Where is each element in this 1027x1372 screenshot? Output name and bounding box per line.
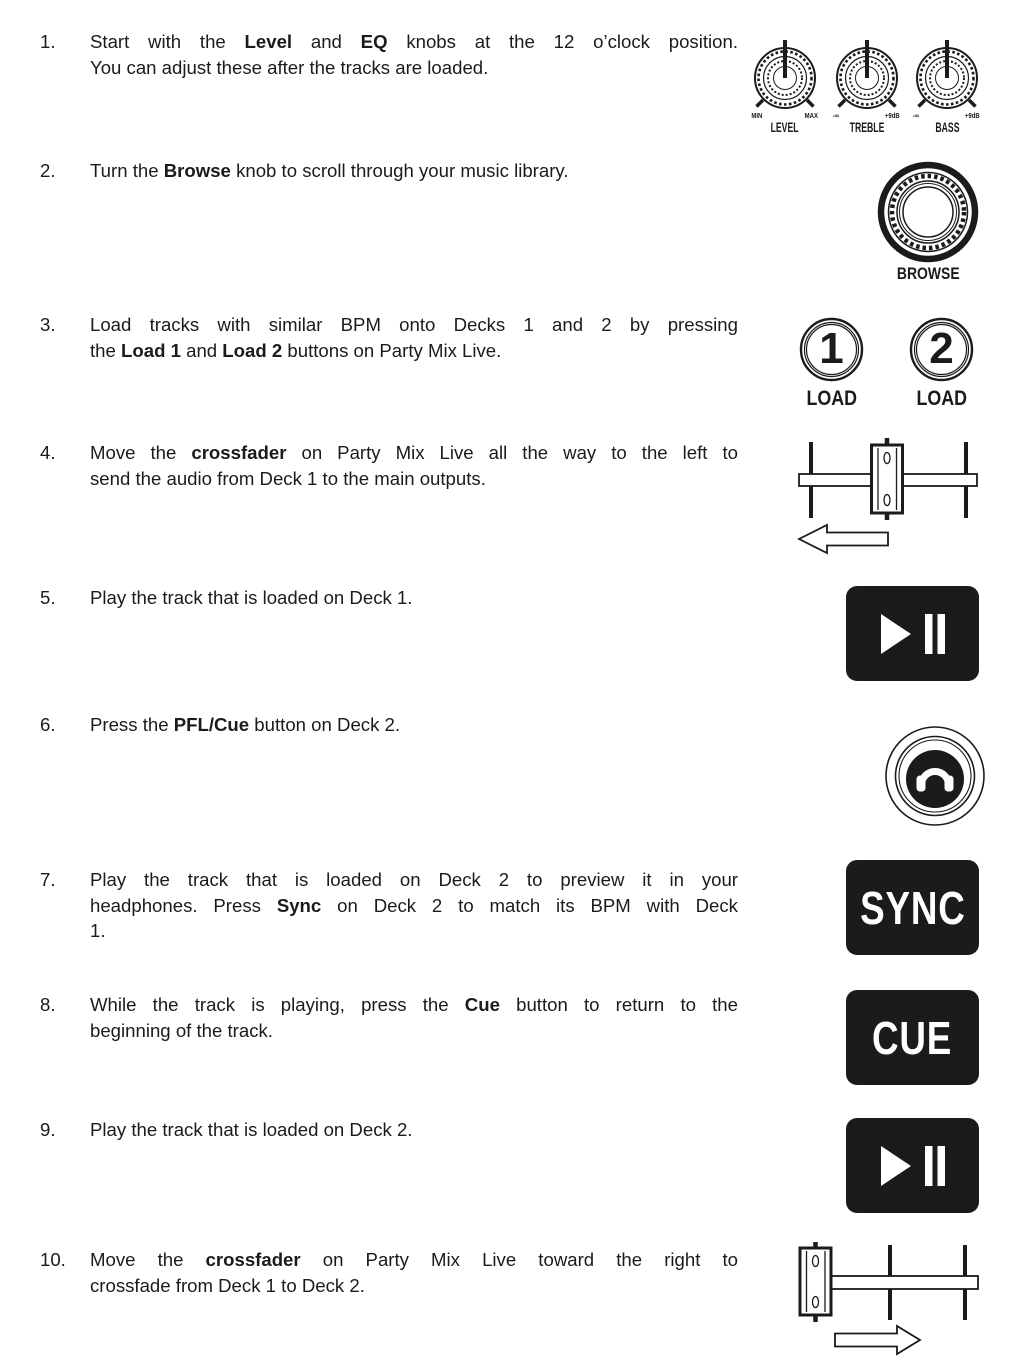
step-10	[40, 1247, 740, 1298]
step-number: 5.	[40, 587, 56, 608]
step-text-line: headphones. Press Sync on Deck 2 to match its BPM with Deck	[90, 894, 738, 916]
knob-icon	[907, 28, 987, 124]
play-pause-icon	[881, 614, 945, 654]
crossfader-left-illustration	[790, 436, 990, 558]
step-number: 8.	[40, 994, 56, 1015]
step-text-line: Play the track that is loaded on Deck 2.	[90, 1119, 413, 1140]
bass-knob-icon	[907, 28, 987, 164]
step-number: 7.	[40, 869, 56, 890]
knob-label: BASS	[934, 119, 960, 135]
cue-button	[846, 990, 979, 1085]
cue-label: CUE	[872, 1011, 953, 1064]
step-text-line: the Load 1 and Load 2 buttons on Party Mix Live.	[90, 339, 502, 361]
step-text-line: Press the PFL/Cue button on Deck 2.	[90, 714, 401, 735]
step-text-line: Move the crossfader on Party Mix Live toward the right to	[90, 1249, 738, 1270]
step-text-line: Turn the Browse knob to scroll through your music library.	[90, 160, 569, 181]
step-text-line: send the audio from Deck 1 to the main outputs.	[90, 467, 486, 489]
step-8	[40, 992, 740, 1043]
load-label: LOAD	[806, 387, 857, 410]
step-number: 10.	[40, 1249, 66, 1270]
load-1-button-icon	[799, 317, 864, 410]
step-text-line: Load tracks with similar BPM onto Decks 1 and 2 by pressing	[90, 314, 738, 335]
knob-min-label: -∞	[832, 111, 840, 120]
crossfader-right-illustration	[790, 1240, 990, 1360]
knob-max-label: MAX	[804, 111, 819, 120]
level-knob-icon	[745, 28, 825, 164]
step-text-line: Play the track that is loaded on Deck 1.	[90, 587, 413, 608]
browse-label: BROWSE	[896, 264, 960, 283]
step-number: 4.	[40, 442, 56, 463]
browse-knob-graphic	[872, 156, 984, 268]
step-9	[40, 1117, 740, 1143]
step-text-line: beginning of the track.	[90, 1019, 273, 1041]
sync-button	[846, 860, 979, 955]
knob-max-label: +9dB	[885, 111, 901, 120]
knob-min-label: -∞	[912, 111, 920, 120]
play-pause-icon	[881, 1146, 945, 1186]
treble-knob-icon	[827, 28, 907, 164]
step-1	[40, 29, 740, 80]
step-3	[40, 312, 740, 363]
step-number: 6.	[40, 714, 56, 735]
load-2-button-icon	[909, 317, 974, 410]
knob-label: TREBLE	[849, 119, 885, 135]
load-button-number: 1	[819, 323, 844, 373]
step-6	[40, 712, 740, 738]
load-button-number: 2	[929, 323, 954, 373]
step-5	[40, 585, 740, 611]
step-text-line: crossfade from Deck 1 to Deck 2.	[90, 1274, 365, 1296]
pfl-cue-button-icon	[883, 723, 987, 831]
play-pause-button-deck2	[846, 1118, 979, 1213]
knob-label: LEVEL	[771, 119, 799, 135]
knob-icon	[745, 28, 825, 124]
step-text-line: 1.	[90, 920, 106, 941]
step-number: 3.	[40, 314, 56, 335]
left-arrow-icon	[799, 525, 888, 553]
step-text-line: Move the crossfader on Party Mix Live all the way to the left to	[90, 442, 738, 463]
headphones-icon	[883, 723, 987, 831]
load-label: LOAD	[916, 387, 967, 410]
crossfader-cap	[872, 445, 903, 513]
step-2	[40, 158, 740, 184]
step-text-line: Play the track that is loaded on Deck 2 to preview it in your	[90, 869, 738, 890]
step-text-line: While the track is playing, press the Cue button to return to the	[90, 994, 738, 1015]
knob-max-label: +9dB	[965, 111, 981, 120]
play-pause-button-deck1	[846, 586, 979, 681]
crossfader-cap	[800, 1248, 831, 1315]
sync-label: SYNC	[859, 881, 966, 934]
step-number: 2.	[40, 160, 56, 181]
step-4	[40, 440, 740, 491]
right-arrow-icon	[835, 1326, 920, 1354]
step-text-line: You can adjust these after the tracks are loaded.	[90, 56, 489, 78]
browse-knob-icon	[872, 156, 984, 284]
step-number: 9.	[40, 1119, 56, 1140]
step-number: 1.	[40, 31, 56, 52]
knob-min-label: MIN	[751, 111, 763, 120]
knob-icon	[827, 28, 907, 124]
step-text-line: Start with the Level and EQ knobs at the 12 o’clock position.	[90, 31, 738, 52]
step-7	[40, 867, 740, 944]
